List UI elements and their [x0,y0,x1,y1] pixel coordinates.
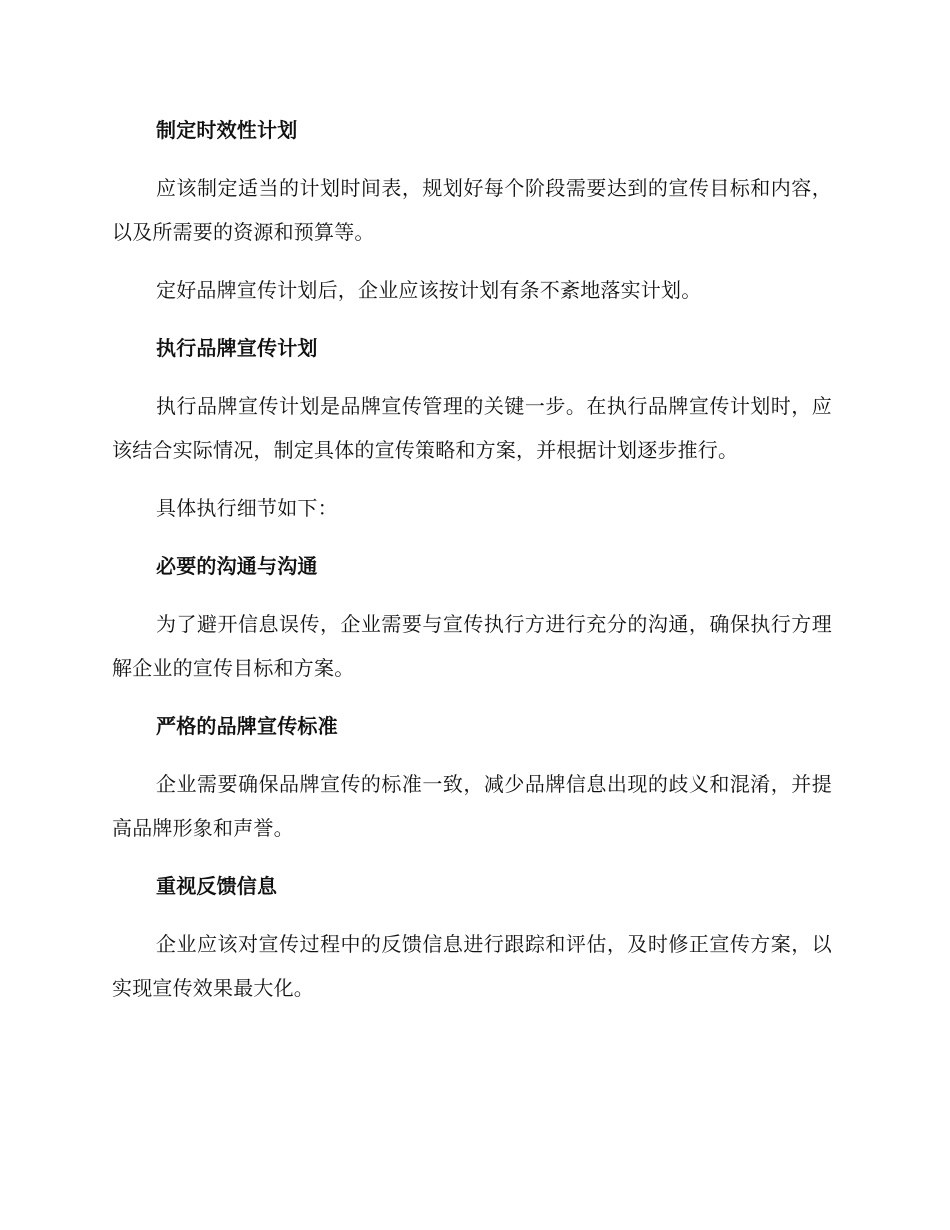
section-heading: 必要的沟通与沟通 [156,554,318,578]
section-heading: 执行品牌宣传计划 [156,336,318,360]
section-heading: 重视反馈信息 [156,874,278,898]
paragraph: 为了避开信息误传，企业需要与宣传执行方进行充分的沟通，确保执行方理解企业的宣传目标和方案。 [112,612,832,680]
section-heading: 严格的品牌宣传标准 [156,714,338,738]
section-heading: 制定时效性计划 [156,118,298,142]
paragraph: 执行品牌宣传计划是品牌宣传管理的关键一步。在执行品牌宣传计划时，应该结合实际情况，制定具体的宣传策略和方案，并根据计划逐步推行。 [112,394,832,462]
paragraph: 定好品牌宣传计划后，企业应该按计划有条不紊地落实计划。 [156,278,702,302]
document-page [112,108,832,1024]
paragraph: 具体执行细节如下： [156,496,338,520]
paragraph: 企业应该对宣传过程中的反馈信息进行跟踪和评估，及时修正宣传方案，以实现宣传效果最大化。 [112,932,832,1000]
paragraph: 企业需要确保品牌宣传的标准一致，减少品牌信息出现的歧义和混淆，并提高品牌形象和声誉。 [112,772,832,840]
paragraph: 应该制定适当的计划时间表，规划好每个阶段需要达到的宣传目标和内容，以及所需要的资源和预算等。 [112,176,832,244]
